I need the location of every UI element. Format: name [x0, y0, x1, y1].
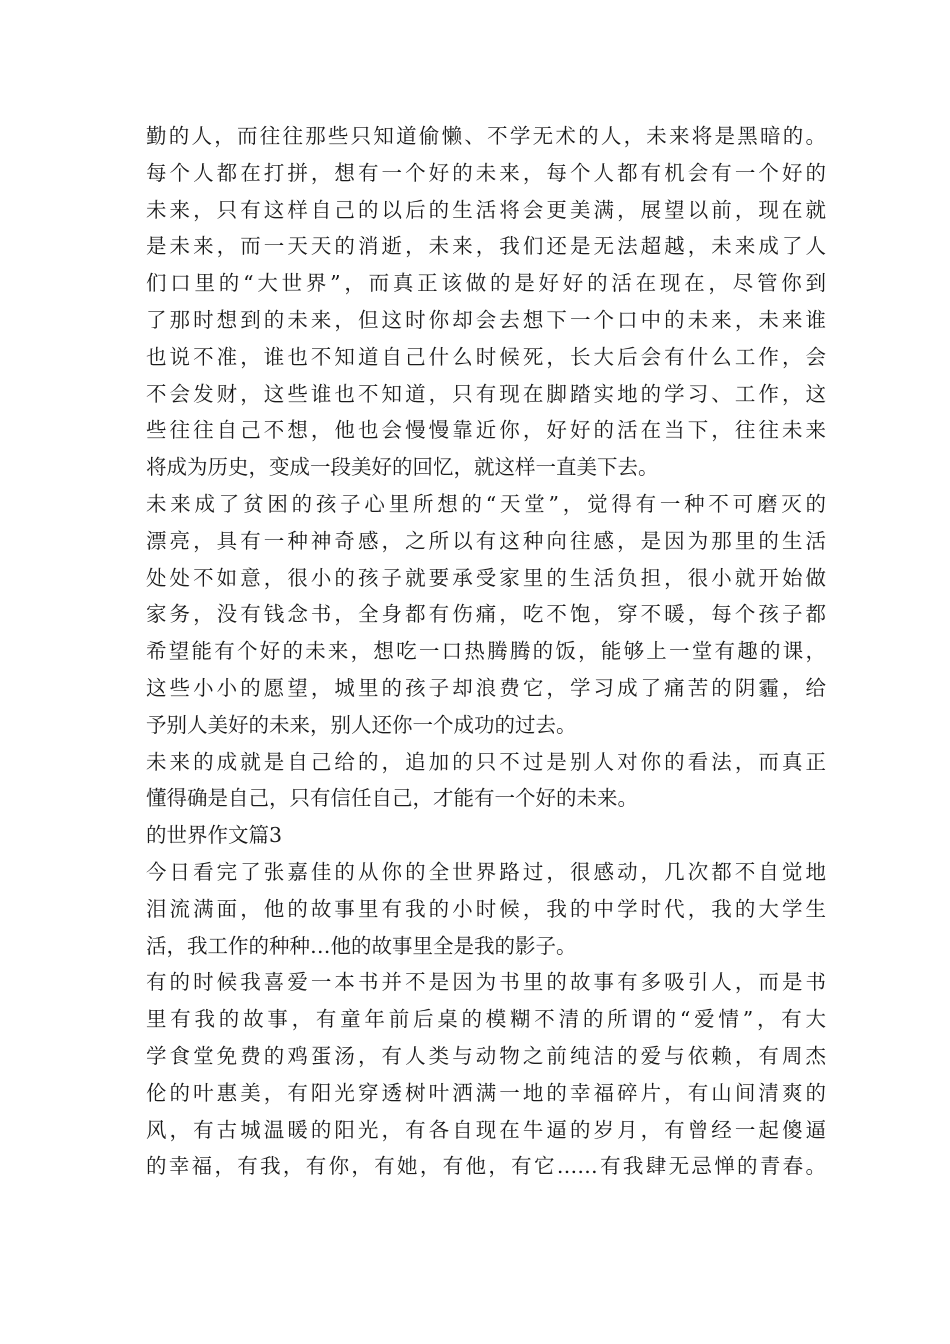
text-line: 的世界作文篇3 [146, 823, 283, 848]
article-body [146, 118, 826, 1185]
text-line: 有的时候我喜爱一本书并不是因为书里的故事有多吸引人，而是书 [146, 970, 826, 995]
text-line: 希望能有个好的未来，想吃一口热腾腾的饭，能够上一堂有趣的课， [146, 639, 826, 664]
text-line: 每个人都在打拼，想有一个好的未来，每个人都有机会有一个好的 [146, 160, 826, 185]
text-line: 漂亮，具有一种神奇感，之所以有这种向往感，是因为那里的生活 [146, 528, 826, 553]
text-line: 们口里的“大世界”，而真正该做的是好好的活在现在，尽管你到 [146, 271, 826, 296]
text-line: 不会发财，这些谁也不知道，只有现在脚踏实地的学习、工作，这 [146, 381, 826, 406]
text-line: 未来成了贫困的孩子心里所想的“天堂”，觉得有一种不可磨灭的 [146, 491, 826, 516]
text-line: 的幸福，有我，有你，有她，有他，有它……有我肆无忌惮的青春。 [146, 1154, 826, 1179]
text-line: 家务，没有钱念书，全身都有伤痛，吃不饱，穿不暖，每个孩子都 [146, 602, 826, 627]
text-line: 处处不如意，很小的孩子就要承受家里的生活负担，很小就开始做 [146, 565, 826, 590]
text-line: 泪流满面，他的故事里有我的小时候，我的中学时代，我的大学生 [146, 896, 826, 921]
text-line: 未来，只有这样自己的以后的生活将会更美满，展望以前，现在就 [146, 197, 826, 222]
text-line: 是未来，而一天天的消逝，未来，我们还是无法超越，未来成了人 [146, 234, 826, 259]
text-line: 里有我的故事，有童年前后桌的模糊不清的所谓的“爱情”，有大 [146, 1007, 826, 1032]
text-line: 勤的人，而往往那些只知道偷懒、不学无术的人，未来将是黑暗的。 [146, 124, 826, 148]
text-line: 未来的成就是自己给的，追加的只不过是别人对你的看法，而真正 [146, 749, 826, 774]
text-line: 这些小小的愿望，城里的孩子却浪费它，学习成了痛苦的阴霾，给 [146, 675, 826, 700]
text-line: 懂得确是自己，只有信任自己，才能有一个好的未来。 [146, 786, 638, 811]
text-line: 将成为历史，变成一段美好的回忆，就这样一直美下去。 [146, 455, 659, 480]
text-line: 也说不准，谁也不知道自己什么时候死，长大后会有什么工作，会 [146, 344, 826, 369]
text-line: 了那时想到的未来，但这时你却会去想下一个口中的未来，未来谁 [146, 307, 826, 332]
text-line: 伦的叶惠美，有阳光穿透树叶洒满一地的幸福碎片，有山间清爽的 [146, 1080, 826, 1105]
text-line: 予别人美好的未来，别人还你一个成功的过去。 [146, 712, 577, 737]
text-line: 学食堂免费的鸡蛋汤，有人类与动物之前纯洁的爱与依赖，有周杰 [146, 1043, 826, 1068]
text-line: 风，有古城温暖的阳光，有各自现在牛逼的岁月，有曾经一起傻逼 [146, 1117, 826, 1142]
text-line: 今日看完了张嘉佳的从你的全世界路过，很感动，几次都不自觉地 [146, 859, 826, 884]
text-line: 活，我工作的种种…他的故事里全是我的影子。 [146, 933, 577, 958]
text-line: 些往往自己不想，他也会慢慢靠近你，好好的活在当下，往往未来 [146, 418, 826, 443]
